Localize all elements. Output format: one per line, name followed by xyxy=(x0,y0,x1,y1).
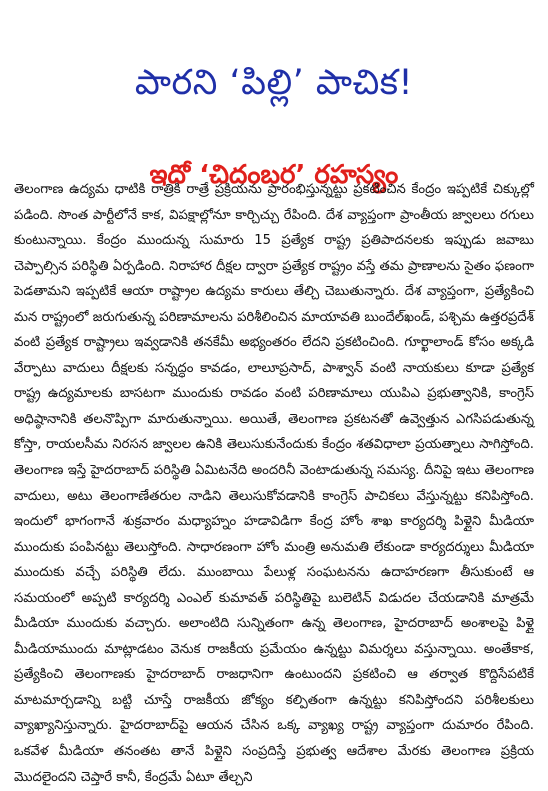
article-body: తెలంగాణ ఉద్యమ ధాటికి రాత్రికి రాత్రే ప్రక్రియను ప్రారంభిస్తున్నట్టు ప్రకటించిన కేంద్రం ఇప్పటికే చిక్కుల్లో పడింది. సొంత పార్టీలోనే కాక, విపక్షాల్లోనూ కార్చిచ్చు రేపింది. దేశ వ్యాప్తంగా ప్రాంతీయ జ్వాలలు రగులు కుంటున్నాయి. కేంద్రం ముందున్న సుమారు 15 ప్రత్యేక రాష్ట్ర ప్రతిపాదనలకు ఇప్పుడు జవాబు చెప్పాల్సిన పరిస్థితి ఏర్పడింది. నిరాహార దీక్షల ద్వారా ప్రత్యేక రాష్ట్రం వస్తే తమ ప్రాణాలను సైతం ఫణంగా పెడతామని ఇప్పటికే ఆయా రాష్ట్రాల ఉద్యమ కారులు తేల్చి చెబుతున్నారు. దేశ వ్యాప్తంగా, ప్రత్యేకించి మన రాష్ట్రంలో జరుగుతున్న పరిణామాలను పరిశీలించిన మాయావతి బుందేల్‌ఖండ్, పశ్చిమ ఉత్తరప్రదేశ్ వంటి ప్రత్యేక రాష్ట్రాలు ఇవ్వడానికి తనకేమీ అభ్యంతరం లేదని ప్రకటించింది. గూర్ఖాలాండ్ కోసం అక్కడి వేర్పాటు వాదులు దీక్షలకు సన్నద్ధం కావడం, లాలూప్రసాద్, పాశ్వాన్ వంటి నాయకులు కూడా ప్రత్యేక రాష్ట్ర ఉద్యమాలకు బాసటగా ముందుకు రావడం వంటి పరిణామాలు యుపిఎ ప్రభుత్వానికి, కాంగ్రెస్ అధిష్ఠానానికి తలనొప్పిగా మారుతున్నాయి. అయితే, తెలంగాణ ప్రకటనతో ఉవ్వెత్తున ఎగసిపడుతున్న కోస్తా, రాయలసీమ నిరసన జ్వాలల ఉనికి తెలుసుకునేందుకు కేంద్రం శతవిధాలా ప్రయత్నాలు సాగిస్తోంది. తెలంగాణ ఇస్తే హైదరాబాద్ పరిస్థితి ఏమిటనేది అందరినీ వెంటాడుతున్న సమస్య. దీనిపై ఇటు తెలంగాణ వాదులు, అటు తెలంగాణేతరుల నాడిని తెలుసుకోవడానికి కాంగ్రెస్ పాచికలు వేస్తున్నట్టు కనిపిస్తోంది. ఇందులో భాగంగానే శుక్రవారం మధ్యాహ్నం హడావిడిగా కేంద్ర హోం శాఖ కార్యదర్శి పిళ్లైని మీడియా ముందుకు పంపినట్టు తెలుస్తోంది. సాధారణంగా హోం మంత్రి అనుమతి లేకుండా కార్యదర్శులు మీడియా ముందుకు వచ్చే పరిస్థితి లేదు. ముంబాయి పేలుళ్ల సంఘటనను ఉదాహరణగా తీసుకుంటే ఆ సమయంలో అప్పటి కార్యదర్శి ఎంఎల్ కుమావత్ పరిస్థితిపై బులెటిన్ విడుదల చేయడానికి మాత్రమే మీడియా ముందుకు వచ్చారు. అలాంటిది సున్నితంగా ఉన్న తెలంగాణ, హైదరాబాద్ అంశాలపై పిళ్లై మీడియాముందు మాట్లాడటం వెనుక రాజకీయ ప్రమేయం ఉన్నట్టు విమర్శలు వస్తున్నాయి. అంతేకాక, ప్రత్యేకించి తెలంగాణకు హైదరాబాద్ రాజధానిగా ఉంటుందని ప్రకటించి ఆ తర్వాత కొద్దిసేపటికే మాటమార్చడాన్ని బట్టి చూస్తే రాజకీయ జోక్యం కల్పితంగా ఉన్నట్టు కనిపిస్తోందని పరిశీలకులు వ్యాఖ్యానిస్తున్నారు. హైదరాబాద్‌పై ఆయన చేసిన ఒక్క వ్యాఖ్య రాష్ట్ర వ్యాప్తంగా దుమారం రేపింది. ఒకవేళ మీడియా తనంతట తానే పిళ్లైని సంప్రదిస్తే ప్రభుత్వ ఆదేశాల మేరకు తెలంగాణ ప్రక్రియ మొదలైందని చెప్తారే కానీ, కేంద్రమే ఏటూ తేల్చని xyxy=(14,182,534,785)
headline: పారని ‘పిల్లి’ పాచిక! xyxy=(134,63,414,104)
subheadline: ఇదో ‘చిదంబర’ రహస్యం xyxy=(149,159,399,190)
